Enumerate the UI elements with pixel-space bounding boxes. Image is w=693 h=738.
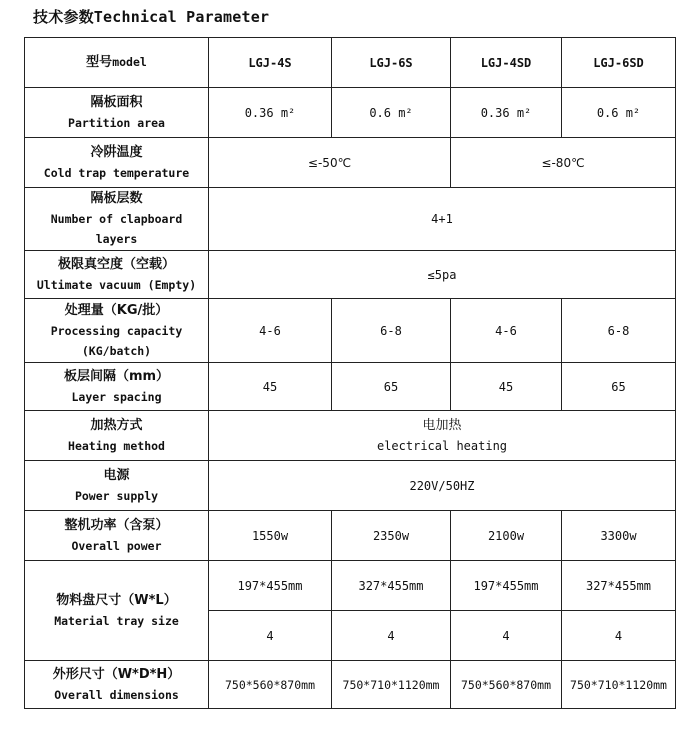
overall-dimensions-cell: 750*560*870mm bbox=[209, 661, 332, 709]
tray-count-cell: 4 bbox=[209, 611, 332, 661]
row-processing-capacity bbox=[25, 299, 676, 363]
processing-capacity-cell: 6-8 bbox=[332, 299, 451, 363]
tray-count-cell: 4 bbox=[562, 611, 676, 661]
partition-area-cell: 0.6 m² bbox=[562, 88, 676, 138]
layer-spacing-cell: 65 bbox=[332, 363, 451, 411]
model-label: 型号model bbox=[25, 38, 209, 88]
processing-capacity-label: 处理量（KG/批） Processing capacity (KG/batch) bbox=[25, 299, 209, 363]
partition-area-cell: 0.36 m² bbox=[209, 88, 332, 138]
tray-size-cell: 327*455mm bbox=[332, 561, 451, 611]
tray-size-label: 物料盘尺寸（W*L） Material tray size bbox=[25, 561, 209, 661]
row-tray-size bbox=[25, 561, 676, 611]
layer-spacing-cell: 45 bbox=[451, 363, 562, 411]
model-cell: LGJ-4SD bbox=[451, 38, 562, 88]
overall-power-cell: 2350w bbox=[332, 511, 451, 561]
cold-trap-cell: ≤-80℃ bbox=[451, 138, 676, 188]
row-overall-dimensions bbox=[25, 661, 676, 709]
partition-area-label: 隔板面积 Partition area bbox=[25, 88, 209, 138]
page-title: 技术参数Technical Parameter bbox=[33, 8, 270, 26]
tray-size-cell: 327*455mm bbox=[562, 561, 676, 611]
tray-size-cell: 197*455mm bbox=[451, 561, 562, 611]
technical-parameter-table bbox=[24, 37, 676, 709]
processing-capacity-cell: 6-8 bbox=[562, 299, 676, 363]
model-cell: LGJ-6SD bbox=[562, 38, 676, 88]
partition-area-cell: 0.6 m² bbox=[332, 88, 451, 138]
clapboard-layers-cell: 4+1 bbox=[209, 188, 676, 251]
overall-dimensions-cell: 750*710*1120mm bbox=[332, 661, 451, 709]
model-cell: LGJ-4S bbox=[209, 38, 332, 88]
overall-power-cell: 3300w bbox=[562, 511, 676, 561]
overall-dimensions-cell: 750*710*1120mm bbox=[562, 661, 676, 709]
overall-dimensions-label: 外形尺寸（W*D*H） Overall dimensions bbox=[25, 661, 209, 709]
layer-spacing-cell: 45 bbox=[209, 363, 332, 411]
power-supply-label: 电源 Power supply bbox=[25, 461, 209, 511]
partition-area-cell: 0.36 m² bbox=[451, 88, 562, 138]
layer-spacing-label: 板层间隔（mm） Layer spacing bbox=[25, 363, 209, 411]
row-ultimate-vacuum bbox=[25, 251, 676, 299]
heating-method-label: 加热方式 Heating method bbox=[25, 411, 209, 461]
row-power-supply bbox=[25, 461, 676, 511]
clapboard-layers-label: 隔板层数 Number of clapboard layers bbox=[25, 188, 209, 251]
row-layer-spacing bbox=[25, 363, 676, 411]
row-heating-method bbox=[25, 411, 676, 461]
overall-dimensions-cell: 750*560*870mm bbox=[451, 661, 562, 709]
model-cell: LGJ-6S bbox=[332, 38, 451, 88]
ultimate-vacuum-cell: ≤5pa bbox=[209, 251, 676, 299]
heating-method-cell: 电加热 electrical heating bbox=[209, 411, 676, 461]
processing-capacity-cell: 4-6 bbox=[451, 299, 562, 363]
power-supply-cell: 220V/50HZ bbox=[209, 461, 676, 511]
row-clapboard-layers bbox=[25, 188, 676, 251]
overall-power-cell: 2100w bbox=[451, 511, 562, 561]
tray-size-cell: 197*455mm bbox=[209, 561, 332, 611]
row-partition-area bbox=[25, 88, 676, 138]
row-overall-power bbox=[25, 511, 676, 561]
cold-trap-label: 冷阱温度 Cold trap temperature bbox=[25, 138, 209, 188]
cold-trap-cell: ≤-50℃ bbox=[209, 138, 451, 188]
overall-power-label: 整机功率（含泵） Overall power bbox=[25, 511, 209, 561]
tray-count-cell: 4 bbox=[332, 611, 451, 661]
tray-count-cell: 4 bbox=[451, 611, 562, 661]
row-cold-trap bbox=[25, 138, 676, 188]
processing-capacity-cell: 4-6 bbox=[209, 299, 332, 363]
ultimate-vacuum-label: 极限真空度（空载） Ultimate vacuum (Empty) bbox=[25, 251, 209, 299]
layer-spacing-cell: 65 bbox=[562, 363, 676, 411]
overall-power-cell: 1550w bbox=[209, 511, 332, 561]
row-model bbox=[25, 38, 676, 88]
